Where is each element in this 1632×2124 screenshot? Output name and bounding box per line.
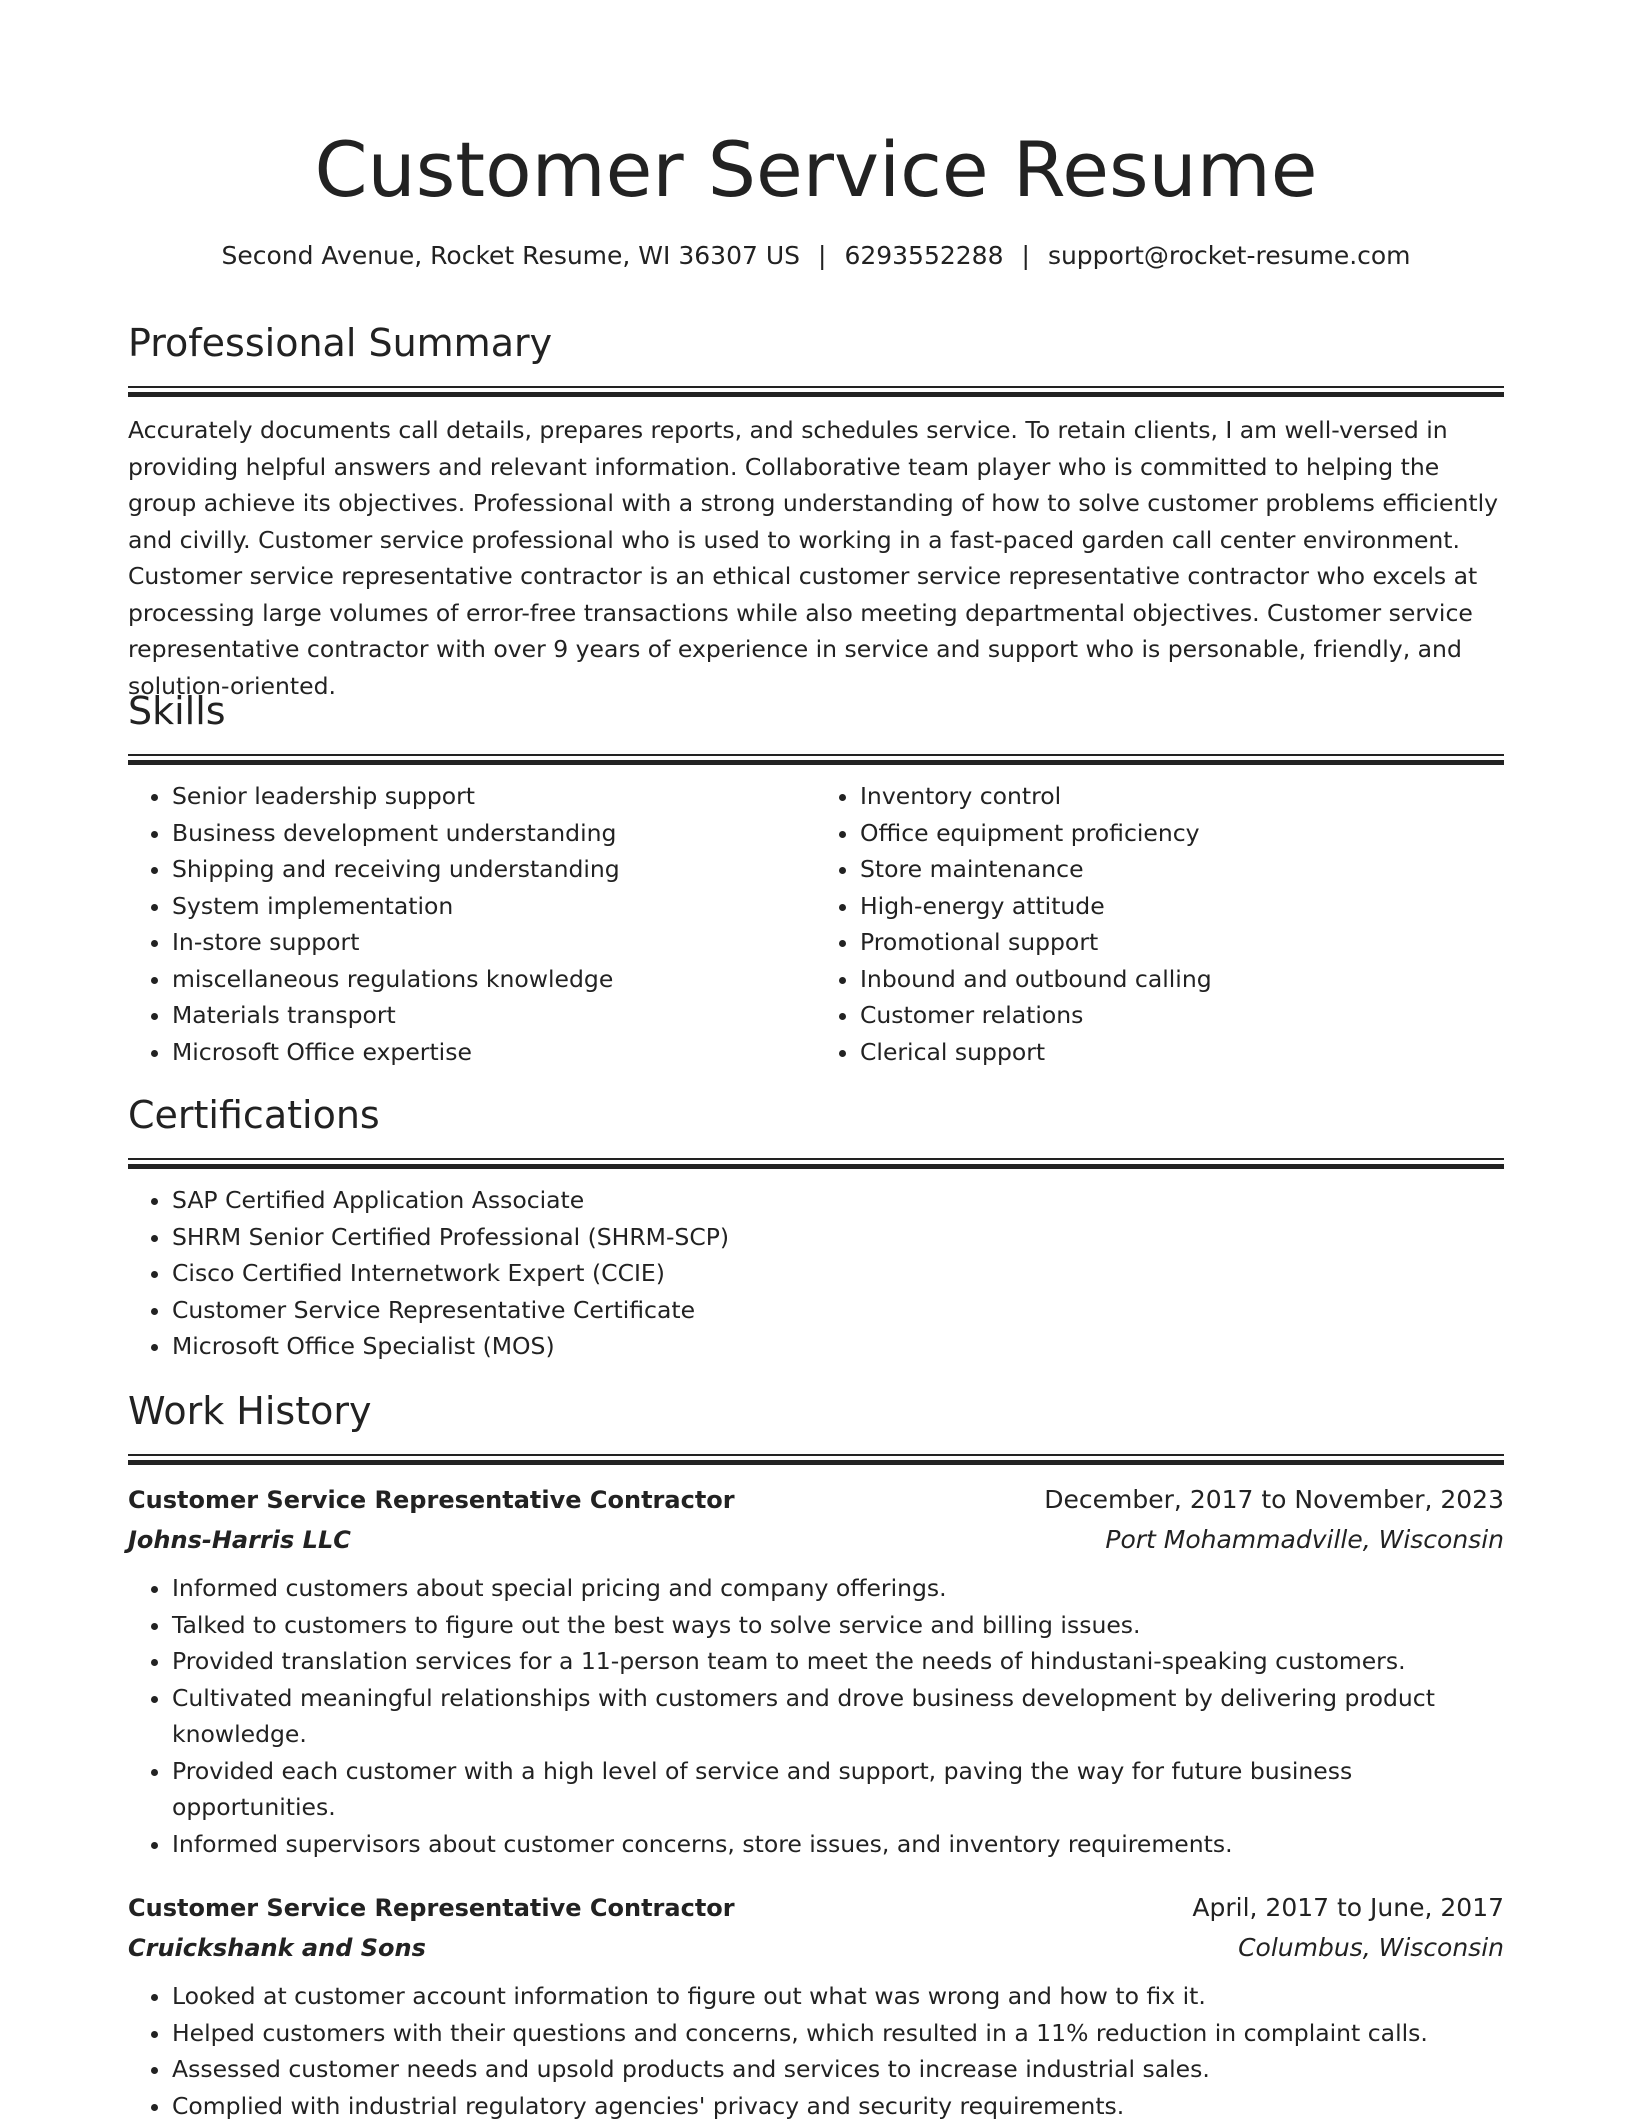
- section-divider: [128, 386, 1504, 398]
- job-company-row: [128, 1928, 1504, 1968]
- certification-item: • Cisco Certified Internetwork Expert (CCIE): [172, 1255, 1504, 1292]
- job-dates: April, 2017 to June, 2017: [1192, 1888, 1504, 1928]
- job-duty: • Informed customers about special pricing and company offerings.: [172, 1570, 1504, 1607]
- contact-line: [128, 236, 1504, 276]
- job-duty: • Assessed customer needs and upsold products and services to increase industrial sales.: [172, 2051, 1504, 2088]
- skills-columns: [128, 766, 1504, 1070]
- section-professional-summary: [128, 318, 1504, 704]
- certification-item: • SHRM Senior Certified Professional (SHRM-SCP): [172, 1219, 1504, 1256]
- skill-item: • Store maintenance: [860, 851, 1504, 888]
- skill-item: • In-store support: [172, 924, 816, 961]
- summary-text: Accurately documents call details, prepares reports, and schedules service. To retain clients, I am well-versed in providing helpful answers and relevant information. Collaborative team player who is committed to helping the group achieve its objectives. Professional with a strong understanding of how to solve customer problems efficiently and civilly. Customer service professional who is used to working in a fast-paced garden call center environment. Customer service representative contractor is an ethical customer service representative contractor who excels at processing large volumes of error-free transactions while also meeting departmental objectives. Customer service representative contractor with over 9 years of experience in service and support who is personable, friendly, and solution-oriented.: [128, 412, 1504, 704]
- job-header-row: [128, 1888, 1504, 1928]
- job-company-row: [128, 1520, 1504, 1560]
- certification-item: • Microsoft Office Specialist (MOS): [172, 1328, 1504, 1365]
- section-divider: [128, 754, 1504, 766]
- section-certifications: [128, 1090, 1504, 1365]
- certifications-list: [128, 1182, 1504, 1365]
- job-duty: • Provided translation services for a 11-person team to meet the needs of hindustani-speaking customers.: [172, 1643, 1504, 1680]
- job-duties-list: [128, 1978, 1504, 2124]
- section-heading: Work History: [128, 1386, 1504, 1436]
- skill-item: • Customer relations: [860, 997, 1504, 1034]
- skills-list-right: [816, 778, 1504, 1070]
- skill-item: • Inbound and outbound calling: [860, 961, 1504, 998]
- skill-item: • Clerical support: [860, 1034, 1504, 1071]
- contact-phone: 6293552288: [844, 241, 1003, 270]
- job-duty: • Talked to customers to figure out the best ways to solve service and billing issues.: [172, 1607, 1504, 1644]
- job-dates: December, 2017 to November, 2023: [1044, 1480, 1504, 1520]
- certification-item: • SAP Certified Application Associate: [172, 1182, 1504, 1219]
- job-duty: • Informed supervisors about customer concerns, store issues, and inventory requirements.: [172, 1826, 1504, 1863]
- section-heading: Certifications: [128, 1090, 1504, 1140]
- skill-item: • Materials transport: [172, 997, 816, 1034]
- job-company: Cruickshank and Sons: [128, 1928, 426, 1968]
- skills-list-left: [128, 778, 816, 1070]
- skill-item: • System implementation: [172, 888, 816, 925]
- contact-separator: |: [818, 241, 826, 270]
- skill-item: • High-energy attitude: [860, 888, 1504, 925]
- job-title: Customer Service Representative Contractor: [128, 1888, 735, 1928]
- job-location: Columbus, Wisconsin: [1238, 1928, 1504, 1968]
- section-heading: Professional Summary: [128, 318, 1504, 368]
- job-duty: • Complied with industrial regulatory agencies' privacy and security requirements.: [172, 2088, 1504, 2124]
- job-title: Customer Service Representative Contractor: [128, 1480, 735, 1520]
- job-duty: • Helped customers with their questions and concerns, which resulted in a 11% reduction in complaint calls.: [172, 2015, 1504, 2052]
- section-divider: [128, 1454, 1504, 1466]
- contact-email: support@rocket-resume.com: [1048, 241, 1411, 270]
- section-work-history: [128, 1386, 1504, 2124]
- certification-item: • Customer Service Representative Certificate: [172, 1292, 1504, 1329]
- section-skills: [128, 686, 1504, 1070]
- job-duty: • Looked at customer account information to figure out what was wrong and how to fix it.: [172, 1978, 1504, 2015]
- skill-item: • Microsoft Office expertise: [172, 1034, 816, 1071]
- section-heading: Skills: [128, 686, 1504, 736]
- job-entry: [128, 1480, 1504, 1862]
- section-divider: [128, 1158, 1504, 1170]
- skill-item: • Inventory control: [860, 778, 1504, 815]
- job-entry: [128, 1888, 1504, 2124]
- skill-item: • miscellaneous regulations knowledge: [172, 961, 816, 998]
- job-company: Johns-Harris LLC: [128, 1520, 351, 1560]
- skill-item: • Promotional support: [860, 924, 1504, 961]
- job-duty: • Provided each customer with a high level of service and support, paving the way for future business opportunities.: [172, 1753, 1504, 1826]
- skill-item: • Shipping and receiving understanding: [172, 851, 816, 888]
- skill-item: • Business development understanding: [172, 815, 816, 852]
- skill-item: • Senior leadership support: [172, 778, 816, 815]
- job-duty: • Cultivated meaningful relationships with customers and drove business development by delivering product knowledge.: [172, 1680, 1504, 1753]
- resume-title: Customer Service Resume: [128, 120, 1504, 220]
- contact-separator: |: [1022, 241, 1030, 270]
- job-header-row: [128, 1480, 1504, 1520]
- contact-address: Second Avenue, Rocket Resume, WI 36307 US: [221, 241, 800, 270]
- job-location: Port Mohammadville, Wisconsin: [1105, 1520, 1504, 1560]
- job-duties-list: [128, 1570, 1504, 1862]
- skill-item: • Office equipment proficiency: [860, 815, 1504, 852]
